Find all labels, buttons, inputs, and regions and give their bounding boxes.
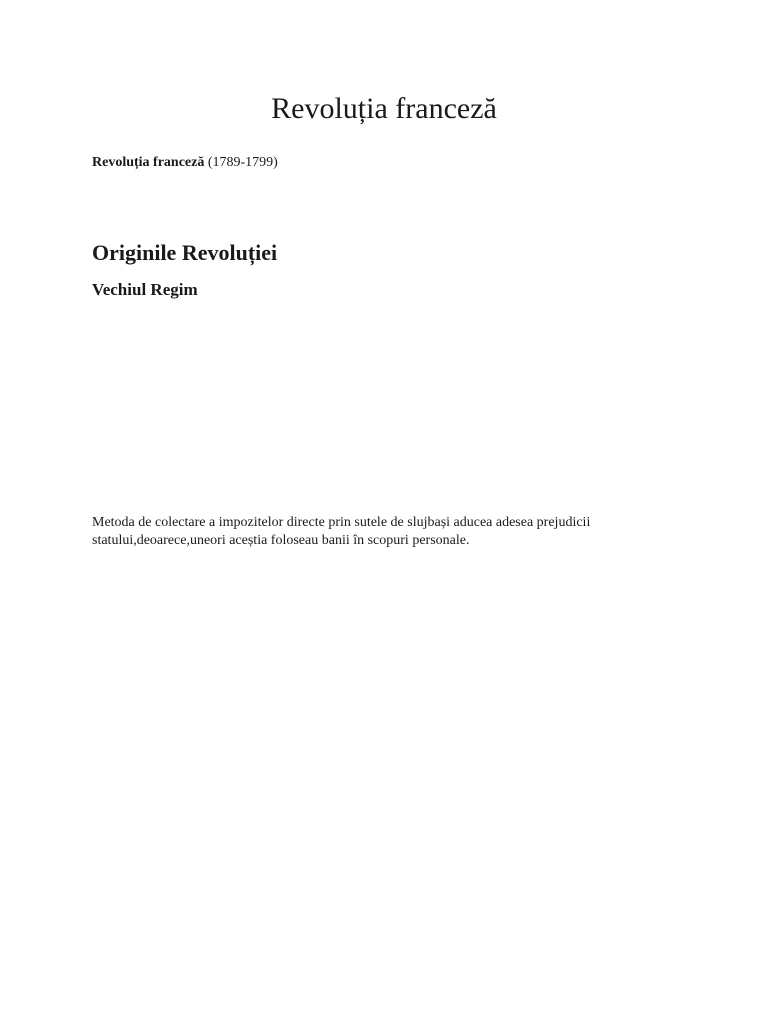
intro-paragraph (92, 154, 676, 172)
second-paragraph (92, 186, 676, 222)
body-paragraph-3 (92, 414, 676, 450)
section-heading: Originile Revoluției (92, 240, 278, 265)
document-page (92, 92, 676, 564)
body-paragraph-4 (92, 464, 676, 500)
body-paragraph-1 (92, 314, 676, 350)
body-paragraph-5: Metoda de colectare a impozitelor directe prin sutele de slujbași aducea adesea prejudicii statului,deoarece,uneori aceștia foloseau banii în scopuri personale. (92, 515, 591, 548)
document-title: Revoluția franceză (271, 92, 497, 125)
body-paragraph-2 (92, 364, 676, 400)
intro-lead: Revoluția franceză (92, 155, 205, 170)
intro-dates: (1789-1799) (207, 155, 278, 170)
subsection-heading: Vechiul Regim (92, 280, 198, 299)
